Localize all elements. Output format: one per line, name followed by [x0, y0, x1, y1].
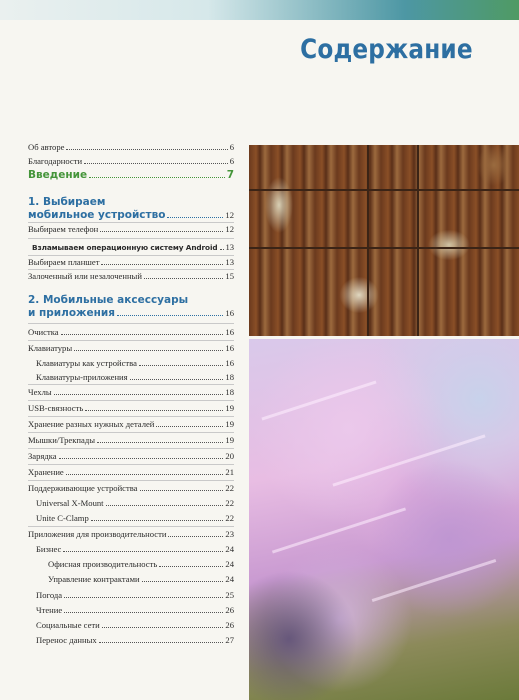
toc-entry-title: Universal X-Mount [36, 498, 104, 508]
divider [28, 526, 234, 527]
toc-page-number: 6 [229, 142, 234, 152]
toc-entry-keyboards-devices[interactable] [28, 358, 234, 369]
toc-entry-title: Хранение [28, 467, 64, 477]
toc-entry-title: Чтение [36, 605, 63, 615]
toc-entry-title: Unite C-Clamp [36, 513, 89, 523]
toc-entry-keyboards-apps[interactable] [28, 372, 234, 383]
rusty-metal-photo [249, 145, 519, 336]
toc-page-number: 19 [225, 435, 234, 445]
toc-leader-dots [54, 394, 224, 395]
toc-page-number: 26 [225, 620, 234, 630]
divider [28, 222, 234, 223]
toc-entry-title: Социальные сети [36, 620, 100, 630]
panel-seam [417, 145, 419, 336]
toc-leader-dots [64, 612, 223, 613]
toc-entry-title: Управление контрактами [48, 574, 140, 584]
toc-entry-storage[interactable] [28, 467, 234, 478]
toc-page-number: 16 [225, 358, 234, 368]
motion-blur-streak [261, 381, 376, 421]
toc-entry-usb[interactable] [28, 403, 234, 414]
toc-entry-keyboards[interactable] [28, 343, 234, 354]
toc-leader-dots [144, 278, 223, 279]
toc-entry-title: Погода [36, 590, 63, 600]
toc-leader-dots [102, 627, 224, 628]
toc-entry-title: Залоченный или незалоченный [28, 271, 142, 281]
divider [28, 480, 234, 481]
toc-entry-title: Выбираем телефон [28, 224, 99, 234]
toc-page-number: 16 [225, 343, 234, 353]
motion-blur-streak [372, 559, 497, 602]
toc-section-1[interactable] [28, 196, 234, 222]
divider [28, 340, 234, 341]
toc-leader-dots [100, 231, 223, 232]
panel-seam [249, 189, 519, 191]
toc-page-number: 26 [225, 605, 234, 615]
toc-page-number: 13 [225, 257, 234, 267]
toc-entry-social-networks[interactable] [28, 620, 234, 631]
toc-entry-title: Офисная производительность [48, 559, 158, 569]
divider [28, 269, 234, 270]
toc-page-number: 19 [225, 419, 234, 429]
divider [28, 255, 234, 256]
toc-section-title-line1: 1. Выбираем [28, 196, 106, 208]
divider [28, 416, 234, 417]
toc-entry-contract-management[interactable] [28, 574, 234, 585]
divider [28, 323, 234, 324]
toc-entry-title: Мышки/Трекпады [28, 435, 95, 445]
divider [28, 448, 234, 449]
toc-leader-dots [167, 217, 223, 218]
toc-leader-dots [64, 597, 223, 598]
toc-entry-locked-unlocked[interactable] [28, 271, 234, 282]
toc-page-number: 24 [225, 559, 234, 569]
toc-leader-dots [66, 474, 224, 475]
toc-leader-dots [74, 350, 223, 351]
toc-page-number: 27 [225, 635, 234, 645]
toc-entry-title: Благодарности [28, 156, 83, 166]
toc-entry-reading[interactable] [28, 605, 234, 616]
toc-leader-dots [66, 149, 227, 150]
toc-page-number: 16 [225, 327, 234, 337]
toc-leader-dots [59, 458, 224, 459]
toc-leader-dots [139, 365, 223, 366]
page-title: Содержание [300, 34, 473, 65]
toc-entry-productivity-apps[interactable] [28, 529, 234, 540]
toc-entry-title: Введение [28, 169, 88, 181]
toc-entry-title: Хранение разных нужных деталей [28, 419, 155, 429]
toc-entry-mice[interactable] [28, 435, 234, 446]
toc-page-number: 15 [225, 271, 234, 281]
divider [28, 384, 234, 385]
toc-entry-choose-tablet[interactable] [28, 257, 234, 268]
toc-leader-dots [89, 177, 225, 178]
toc-entry-data-transfer[interactable] [28, 635, 234, 646]
toc-entry-charging[interactable] [28, 451, 234, 462]
toc-section-title-line1: 2. Мобильные аксессуары [28, 294, 189, 306]
toc-leader-dots [63, 551, 223, 552]
toc-entry-title: Зарядка [28, 451, 57, 461]
toc-page-number: 12 [225, 224, 234, 234]
panel-seam [367, 145, 369, 336]
motion-blur-streak [272, 507, 406, 553]
toc-page-number: 22 [225, 498, 234, 508]
toc-leader-dots [130, 379, 224, 380]
toc-page-number: 22 [225, 513, 234, 523]
toc-entry-title: USB-связность [28, 403, 84, 413]
toc-entry-title: Поддерживающие устройства [28, 483, 138, 493]
toc-entry-title: Клавиатуры [28, 343, 73, 353]
toc-entry-title: Чехлы [28, 387, 52, 397]
toc-page-number: 19 [225, 403, 234, 413]
toc-entry-business[interactable] [28, 544, 234, 555]
divider [28, 432, 234, 433]
toc-entry-weather[interactable] [28, 590, 234, 601]
toc-entry-title: Взламываем операционную систему Android [32, 243, 218, 252]
toc-leader-dots [220, 249, 224, 250]
toc-page-number: 7 [226, 169, 234, 181]
toc-leader-dots [106, 505, 224, 506]
motion-blur-streak [332, 434, 485, 486]
toc-leader-dots [156, 426, 223, 427]
toc-page-number: 23 [225, 529, 234, 539]
blurred-flowers-photo [249, 339, 519, 700]
toc-entry-acknowledgements[interactable] [28, 156, 234, 167]
toc-leader-dots [61, 334, 224, 335]
toc-entry-choose-phone[interactable] [28, 224, 234, 235]
toc-section-title-line2: и приложения [28, 307, 115, 319]
toc-section-title-line2: мобильное устройство [28, 209, 166, 221]
toc-page-number: 22 [225, 483, 234, 493]
toc-page-number: 18 [225, 387, 234, 397]
toc-entry-cases[interactable] [28, 387, 234, 398]
toc-leader-dots [159, 566, 223, 567]
toc-leader-dots [91, 520, 224, 521]
toc-entry-title: Очистка [28, 327, 59, 337]
toc-leader-dots [117, 315, 223, 316]
toc-leader-dots [97, 442, 223, 443]
toc-page-number: 20 [225, 451, 234, 461]
toc-page-number: 24 [225, 544, 234, 554]
decorative-photos [249, 145, 519, 700]
toc-entry-title: Бизнес [36, 544, 62, 554]
toc-leader-dots [99, 642, 224, 643]
toc-page-number: 12 [225, 210, 234, 220]
divider [28, 400, 234, 401]
toc-page-number: 6 [229, 156, 234, 166]
toc-entry-title: Об авторе [28, 142, 65, 152]
toc-entry-title: Выбираем планшет [28, 257, 100, 267]
panel-seam [249, 247, 519, 249]
toc-page-number: 21 [225, 467, 234, 477]
toc-page-number: 16 [225, 308, 234, 318]
toc-entry-universal-x-mount[interactable] [28, 498, 234, 509]
toc-page-number: 24 [225, 574, 234, 584]
toc-entry-about-author[interactable] [28, 142, 234, 153]
toc-entry-title: Клавиатуры-приложения [36, 372, 128, 382]
toc-entry-title: Клавиатуры как устройства [36, 358, 137, 368]
toc-leader-dots [85, 410, 223, 411]
toc-leader-dots [84, 163, 228, 164]
toc-page-number: 25 [225, 590, 234, 600]
toc-page-number: 18 [225, 372, 234, 382]
toc-entry-introduction[interactable] [28, 169, 234, 182]
toc-entry-unite-c-clamp[interactable] [28, 513, 234, 524]
toc-leader-dots [101, 264, 223, 265]
toc-entry-title: Приложения для производительности [28, 529, 167, 539]
toc-entry-office-productivity[interactable] [28, 559, 234, 570]
toc-leader-dots [168, 536, 223, 537]
toc-entry-root-android[interactable] [28, 242, 234, 253]
toc-entry-title: Перенос данных [36, 635, 97, 645]
toc-leader-dots [142, 581, 224, 582]
toc-entry-storage-parts[interactable] [28, 419, 234, 430]
divider [28, 464, 234, 465]
toc-leader-dots [140, 490, 224, 491]
toc-entry-cleaning[interactable] [28, 327, 234, 338]
toc-entry-supporting-devices[interactable] [28, 483, 234, 494]
divider [28, 238, 234, 239]
top-color-band [0, 0, 519, 20]
toc-section-2[interactable] [28, 294, 234, 320]
toc-page-number: 13 [225, 242, 235, 252]
